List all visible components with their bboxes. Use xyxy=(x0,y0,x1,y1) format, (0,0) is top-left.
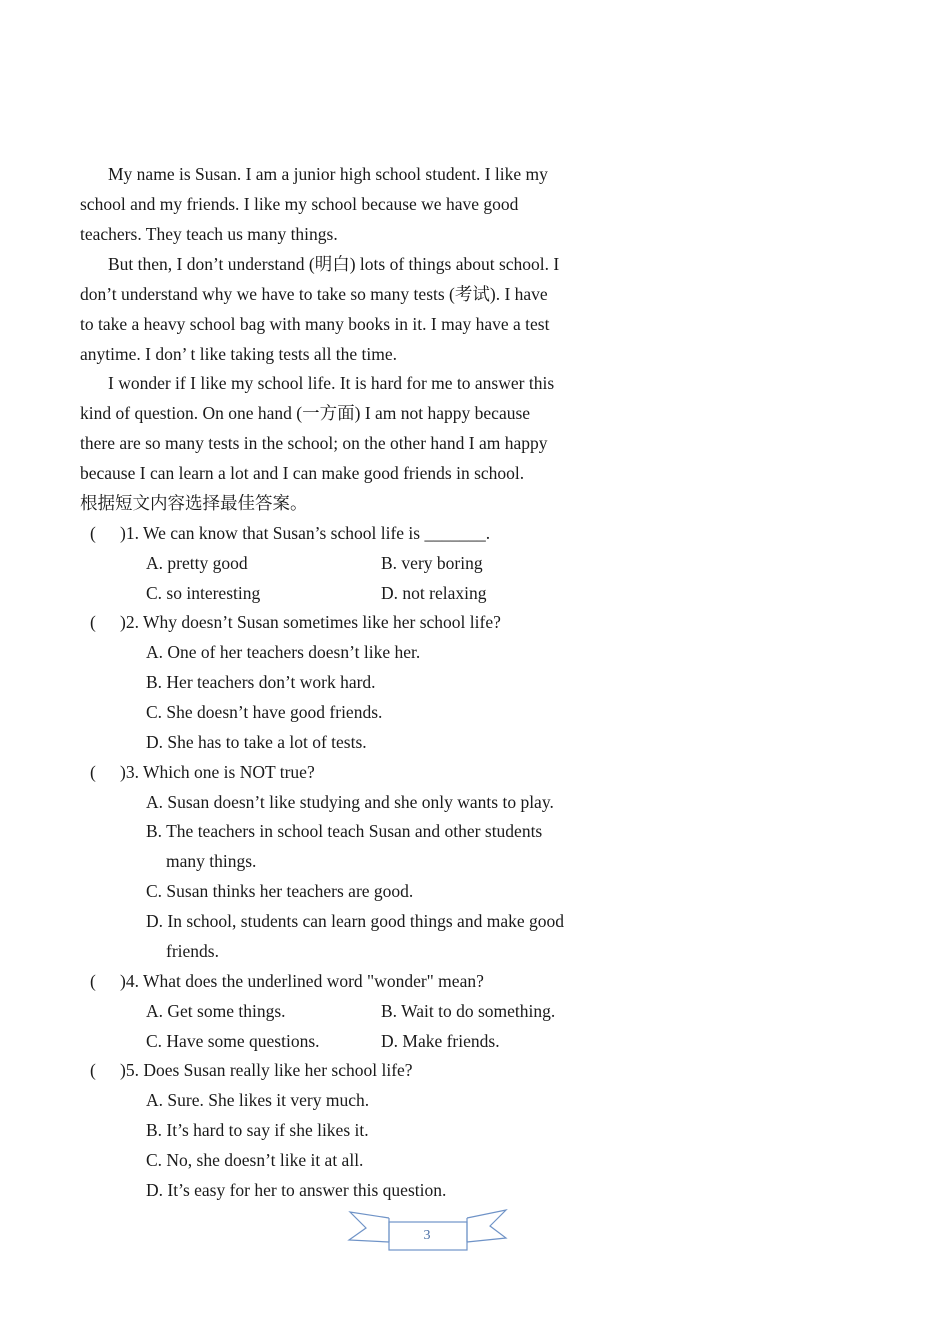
option-c: C. She doesn’t have good friends. xyxy=(146,702,383,722)
option-a: A. Get some things. xyxy=(146,1001,286,1021)
option-b: B. Wait to do something. xyxy=(381,1001,556,1021)
page-number: 3 xyxy=(423,1228,431,1243)
passage-line: there are so many tests in the school; on the other hand I am happy xyxy=(80,433,548,453)
option-c: C. No, she doesn’t like it at all. xyxy=(146,1150,364,1170)
option-b-continued: many things. xyxy=(166,851,257,871)
option-d: D. In school, students can learn good things and make good xyxy=(146,911,564,931)
passage-line: to take a heavy school bag with many books in it. I may have a test xyxy=(80,314,550,334)
answer-blank-paren[interactable]: ( xyxy=(90,1060,96,1080)
question-stem: )5. Does Susan really like her school life? xyxy=(120,1060,413,1080)
question-stem: )3. Which one is NOT true? xyxy=(120,762,315,782)
option-b: B. Her teachers don’t work hard. xyxy=(146,672,376,692)
option-c: C. Have some questions. xyxy=(146,1031,320,1051)
answer-blank-paren[interactable]: ( xyxy=(90,523,96,543)
passage-line: teachers. They teach us many things. xyxy=(80,224,338,244)
option-c: C. so interesting xyxy=(146,583,261,603)
question-stem: )2. Why doesn’t Susan sometimes like her school life? xyxy=(120,612,501,632)
answer-blank-paren[interactable]: ( xyxy=(90,612,96,632)
option-d: D. It’s easy for her to answer this question. xyxy=(146,1180,447,1200)
passage-line: But then, I don’t understand (明白) lots of things about school. I xyxy=(108,254,560,274)
option-d: D. not relaxing xyxy=(381,583,487,603)
passage-line: anytime. I don’ t like taking tests all the time. xyxy=(80,344,398,364)
option-a: A. Sure. She likes it very much. xyxy=(146,1090,370,1110)
passage-line: school and my friends. I like my school because we have good xyxy=(80,194,519,214)
option-b: B. The teachers in school teach Susan and other students xyxy=(146,821,543,841)
instruction: 根据短文内容选择最佳答案。 xyxy=(80,493,308,513)
passage-line: I wonder if I like my school life. It is hard for me to answer this xyxy=(108,373,555,393)
option-d-continued: friends. xyxy=(166,941,219,961)
option-a: A. Susan doesn’t like studying and she only wants to play. xyxy=(146,792,554,812)
question-stem: )1. We can know that Susan’s school life is _______. xyxy=(120,523,491,543)
answer-blank-paren[interactable]: ( xyxy=(90,762,96,782)
passage-line: kind of question. On one hand (一方面) I am not happy because xyxy=(80,403,531,423)
option-d: D. Make friends. xyxy=(381,1031,500,1051)
option-b: B. very boring xyxy=(381,553,483,573)
answer-blank-paren[interactable]: ( xyxy=(90,971,96,991)
question-stem: )4. What does the underlined word "wonder" mean? xyxy=(120,971,484,991)
option-b: B. It’s hard to say if she likes it. xyxy=(146,1120,369,1140)
option-a: A. pretty good xyxy=(146,553,248,573)
option-a: A. One of her teachers doesn’t like her. xyxy=(146,642,421,662)
passage-line: don’t understand why we have to take so many tests (考试). I have xyxy=(80,284,548,304)
option-d: D. She has to take a lot of tests. xyxy=(146,732,367,752)
passage-line: because I can learn a lot and I can make good friends in school. xyxy=(80,463,525,483)
option-c: C. Susan thinks her teachers are good. xyxy=(146,881,414,901)
passage-line: My name is Susan. I am a junior high school student. I like my xyxy=(108,164,548,184)
